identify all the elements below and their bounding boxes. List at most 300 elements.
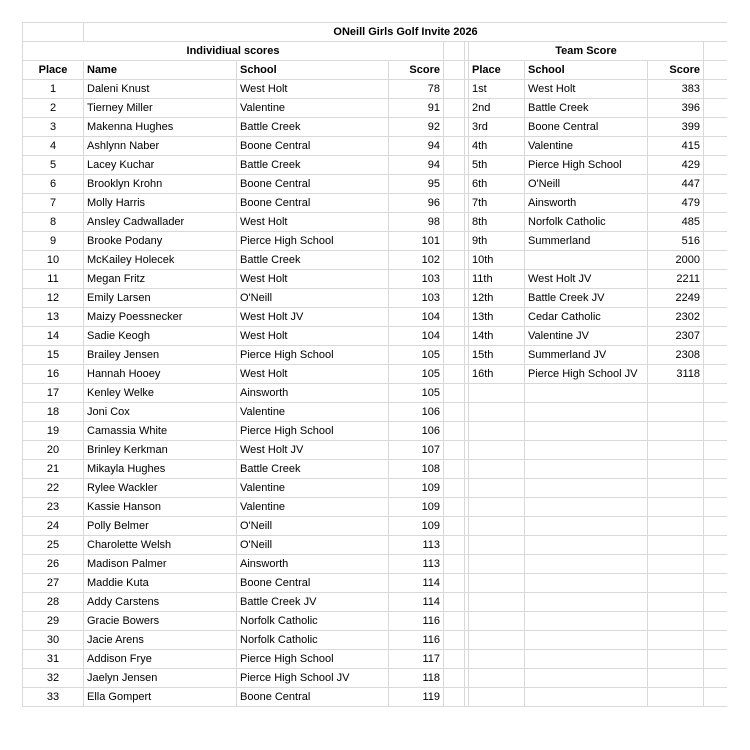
individual-school-cell: O'Neill bbox=[237, 536, 389, 555]
table-row bbox=[23, 612, 728, 631]
individual-name-cell: Jacie Arens bbox=[84, 631, 237, 650]
empty-cell bbox=[704, 175, 728, 194]
team-score-cell bbox=[648, 669, 704, 688]
individual-score-cell: 105 bbox=[389, 384, 444, 403]
table-row bbox=[23, 213, 728, 232]
individual-school-cell: Boone Central bbox=[237, 137, 389, 156]
team-school-cell: Valentine JV bbox=[525, 327, 648, 346]
individual-school-cell: Boone Central bbox=[237, 175, 389, 194]
team-school-cell: West Holt JV bbox=[525, 270, 648, 289]
team-score-cell: 415 bbox=[648, 137, 704, 156]
individual-place-cell: 31 bbox=[23, 650, 84, 669]
gap-cell bbox=[444, 517, 465, 536]
gap-cell bbox=[444, 384, 465, 403]
gap-cell bbox=[444, 631, 465, 650]
individual-school-cell: Pierce High School JV bbox=[237, 669, 389, 688]
gap-cell bbox=[444, 498, 465, 517]
individual-school-cell: Valentine bbox=[237, 99, 389, 118]
individual-place-cell: 8 bbox=[23, 213, 84, 232]
team-place-cell bbox=[469, 422, 525, 441]
team-school-cell: Pierce High School JV bbox=[525, 365, 648, 384]
team-score-cell: 2302 bbox=[648, 308, 704, 327]
individual-school-cell: Battle Creek bbox=[237, 156, 389, 175]
empty-cell bbox=[704, 99, 728, 118]
individual-place-cell: 21 bbox=[23, 460, 84, 479]
team-place-cell bbox=[469, 517, 525, 536]
team-place-cell bbox=[469, 650, 525, 669]
table-row bbox=[23, 270, 728, 289]
table-row bbox=[23, 118, 728, 137]
individual-name-cell: Tierney Miller bbox=[84, 99, 237, 118]
empty-cell bbox=[704, 460, 728, 479]
team-school-cell bbox=[525, 517, 648, 536]
individual-school-cell: West Holt bbox=[237, 270, 389, 289]
individual-place-cell: 22 bbox=[23, 479, 84, 498]
team-place-cell: 11th bbox=[469, 270, 525, 289]
empty-cell bbox=[704, 403, 728, 422]
individual-place-cell: 14 bbox=[23, 327, 84, 346]
individual-place-cell: 5 bbox=[23, 156, 84, 175]
individual-score-cell: 109 bbox=[389, 498, 444, 517]
team-score-cell: 3118 bbox=[648, 365, 704, 384]
gap-cell bbox=[444, 555, 465, 574]
team-score-cell bbox=[648, 631, 704, 650]
team-school-cell bbox=[525, 422, 648, 441]
gap-cell bbox=[444, 479, 465, 498]
team-school-cell bbox=[525, 688, 648, 707]
empty-cell bbox=[704, 118, 728, 137]
individual-name-cell: Molly Harris bbox=[84, 194, 237, 213]
individual-name-cell: Mikayla Hughes bbox=[84, 460, 237, 479]
gap-cell bbox=[444, 688, 465, 707]
team-school-cell bbox=[525, 593, 648, 612]
team-place-cell bbox=[469, 479, 525, 498]
team-school-cell bbox=[525, 498, 648, 517]
individual-header-school: School bbox=[237, 61, 389, 80]
team-school-cell bbox=[525, 536, 648, 555]
individual-place-cell: 16 bbox=[23, 365, 84, 384]
individual-name-cell: Brailey Jensen bbox=[84, 346, 237, 365]
table-row bbox=[23, 441, 728, 460]
team-score-cell bbox=[648, 688, 704, 707]
gap-cell bbox=[444, 327, 465, 346]
individual-score-cell: 119 bbox=[389, 688, 444, 707]
individual-place-cell: 15 bbox=[23, 346, 84, 365]
spreadsheet bbox=[22, 22, 727, 750]
individual-name-cell: Lacey Kuchar bbox=[84, 156, 237, 175]
individual-score-cell: 106 bbox=[389, 422, 444, 441]
team-school-cell bbox=[525, 650, 648, 669]
individual-place-cell: 11 bbox=[23, 270, 84, 289]
empty-cell bbox=[704, 156, 728, 175]
empty-cell bbox=[704, 61, 728, 80]
individual-school-cell: Boone Central bbox=[237, 194, 389, 213]
individual-school-cell: O'Neill bbox=[237, 517, 389, 536]
individual-name-cell: McKailey Holecek bbox=[84, 251, 237, 270]
team-place-cell bbox=[469, 688, 525, 707]
team-place-cell bbox=[469, 593, 525, 612]
individual-place-cell: 32 bbox=[23, 669, 84, 688]
individual-score-cell: 109 bbox=[389, 479, 444, 498]
team-header-place: Place bbox=[469, 61, 525, 80]
empty-cell bbox=[704, 346, 728, 365]
individual-name-cell: Addy Carstens bbox=[84, 593, 237, 612]
empty-cell bbox=[704, 650, 728, 669]
individual-score-cell: 92 bbox=[389, 118, 444, 137]
gap-cell bbox=[444, 251, 465, 270]
team-score-cell bbox=[648, 555, 704, 574]
team-score-cell: 399 bbox=[648, 118, 704, 137]
gap-cell bbox=[444, 175, 465, 194]
gap-cell bbox=[444, 346, 465, 365]
team-place-cell: 5th bbox=[469, 156, 525, 175]
page-title: ONeill Girls Golf Invite 2026 bbox=[84, 23, 728, 42]
individual-score-cell: 101 bbox=[389, 232, 444, 251]
team-school-cell: O'Neill bbox=[525, 175, 648, 194]
empty-cell bbox=[704, 137, 728, 156]
individual-place-cell: 30 bbox=[23, 631, 84, 650]
gap-cell bbox=[444, 61, 465, 80]
team-score-cell: 447 bbox=[648, 175, 704, 194]
individual-name-cell: Polly Belmer bbox=[84, 517, 237, 536]
individual-place-cell: 23 bbox=[23, 498, 84, 517]
individual-school-cell: Norfolk Catholic bbox=[237, 612, 389, 631]
individual-name-cell: Hannah Hooey bbox=[84, 365, 237, 384]
team-score-cell: 479 bbox=[648, 194, 704, 213]
team-place-cell: 10th bbox=[469, 251, 525, 270]
individual-place-cell: 17 bbox=[23, 384, 84, 403]
individual-score-cell: 113 bbox=[389, 555, 444, 574]
individual-school-cell: West Holt bbox=[237, 80, 389, 99]
empty-cell bbox=[704, 612, 728, 631]
table-row bbox=[23, 574, 728, 593]
individual-school-cell: West Holt bbox=[237, 365, 389, 384]
gap-cell bbox=[444, 80, 465, 99]
individual-name-cell: Camassia White bbox=[84, 422, 237, 441]
table-row bbox=[23, 631, 728, 650]
empty-cell bbox=[704, 536, 728, 555]
individual-name-cell: Ashlynn Naber bbox=[84, 137, 237, 156]
individual-school-cell: Pierce High School bbox=[237, 232, 389, 251]
team-place-cell: 1st bbox=[469, 80, 525, 99]
empty-cell bbox=[704, 42, 728, 61]
team-school-cell: Valentine bbox=[525, 137, 648, 156]
empty-cell bbox=[704, 251, 728, 270]
table-row bbox=[23, 137, 728, 156]
individual-school-cell: Valentine bbox=[237, 479, 389, 498]
team-place-cell bbox=[469, 555, 525, 574]
team-score-cell bbox=[648, 441, 704, 460]
individual-name-cell: Addison Frye bbox=[84, 650, 237, 669]
team-place-cell: 6th bbox=[469, 175, 525, 194]
individual-score-cell: 106 bbox=[389, 403, 444, 422]
individual-name-cell: Brooklyn Krohn bbox=[84, 175, 237, 194]
team-school-cell bbox=[525, 555, 648, 574]
individual-score-cell: 91 bbox=[389, 99, 444, 118]
individual-score-cell: 105 bbox=[389, 346, 444, 365]
individual-place-cell: 25 bbox=[23, 536, 84, 555]
table-row bbox=[23, 384, 728, 403]
team-school-cell: Cedar Catholic bbox=[525, 308, 648, 327]
individual-place-cell: 18 bbox=[23, 403, 84, 422]
team-place-cell bbox=[469, 498, 525, 517]
team-place-cell bbox=[469, 574, 525, 593]
gap-cell bbox=[444, 650, 465, 669]
team-score-cell bbox=[648, 498, 704, 517]
team-score-cell bbox=[648, 536, 704, 555]
individual-name-cell: Makenna Hughes bbox=[84, 118, 237, 137]
team-school-cell bbox=[525, 631, 648, 650]
individual-name-cell: Charolette Welsh bbox=[84, 536, 237, 555]
individual-place-cell: 10 bbox=[23, 251, 84, 270]
team-school-cell bbox=[525, 403, 648, 422]
individual-place-cell: 33 bbox=[23, 688, 84, 707]
individual-school-cell: Ainsworth bbox=[237, 384, 389, 403]
table-row bbox=[23, 327, 728, 346]
team-place-cell: 8th bbox=[469, 213, 525, 232]
empty-cell bbox=[704, 688, 728, 707]
individual-score-cell: 104 bbox=[389, 327, 444, 346]
individual-name-cell: Kenley Welke bbox=[84, 384, 237, 403]
team-header-school: School bbox=[525, 61, 648, 80]
team-place-cell: 16th bbox=[469, 365, 525, 384]
team-place-cell: 15th bbox=[469, 346, 525, 365]
team-place-cell bbox=[469, 631, 525, 650]
team-score-cell bbox=[648, 384, 704, 403]
gap-cell bbox=[444, 99, 465, 118]
individual-school-cell: O'Neill bbox=[237, 289, 389, 308]
empty-cell bbox=[704, 365, 728, 384]
score-grid bbox=[22, 22, 727, 707]
table-row bbox=[23, 175, 728, 194]
team-school-cell bbox=[525, 574, 648, 593]
team-score-cell bbox=[648, 403, 704, 422]
table-row bbox=[23, 498, 728, 517]
team-score-cell: 396 bbox=[648, 99, 704, 118]
empty-cell bbox=[704, 232, 728, 251]
team-school-cell: Pierce High School bbox=[525, 156, 648, 175]
team-school-cell bbox=[525, 612, 648, 631]
empty-cell bbox=[704, 555, 728, 574]
individual-school-cell: Pierce High School bbox=[237, 650, 389, 669]
empty-cell bbox=[704, 384, 728, 403]
individual-heading: Individiual scores bbox=[23, 42, 444, 61]
team-score-cell bbox=[648, 479, 704, 498]
individual-school-cell: Battle Creek bbox=[237, 460, 389, 479]
table-row bbox=[23, 517, 728, 536]
individual-name-cell: Rylee Wackler bbox=[84, 479, 237, 498]
table-row bbox=[23, 308, 728, 327]
table-row bbox=[23, 479, 728, 498]
gap-cell bbox=[444, 460, 465, 479]
corner-cell bbox=[23, 23, 84, 42]
team-score-cell: 516 bbox=[648, 232, 704, 251]
empty-cell bbox=[704, 498, 728, 517]
team-school-cell: Summerland JV bbox=[525, 346, 648, 365]
individual-school-cell: Valentine bbox=[237, 498, 389, 517]
empty-cell bbox=[704, 80, 728, 99]
table-row bbox=[23, 365, 728, 384]
individual-school-cell: Pierce High School bbox=[237, 422, 389, 441]
table-row bbox=[23, 650, 728, 669]
individual-header-name: Name bbox=[84, 61, 237, 80]
empty-cell bbox=[704, 422, 728, 441]
gap-cell bbox=[444, 213, 465, 232]
team-score-cell: 485 bbox=[648, 213, 704, 232]
individual-school-cell: Boone Central bbox=[237, 688, 389, 707]
individual-name-cell: Sadie Keogh bbox=[84, 327, 237, 346]
individual-name-cell: Joni Cox bbox=[84, 403, 237, 422]
team-place-cell: 14th bbox=[469, 327, 525, 346]
team-score-cell: 383 bbox=[648, 80, 704, 99]
individual-school-cell: West Holt JV bbox=[237, 308, 389, 327]
gap-cell bbox=[444, 669, 465, 688]
gap-cell bbox=[444, 118, 465, 137]
gap-cell bbox=[444, 536, 465, 555]
individual-name-cell: Madison Palmer bbox=[84, 555, 237, 574]
individual-name-cell: Maddie Kuta bbox=[84, 574, 237, 593]
empty-cell bbox=[704, 669, 728, 688]
team-place-cell: 12th bbox=[469, 289, 525, 308]
table-row bbox=[23, 422, 728, 441]
gap-cell bbox=[444, 365, 465, 384]
individual-score-cell: 114 bbox=[389, 574, 444, 593]
individual-name-cell: Megan Fritz bbox=[84, 270, 237, 289]
individual-school-cell: Norfolk Catholic bbox=[237, 631, 389, 650]
team-score-cell bbox=[648, 422, 704, 441]
gap-cell bbox=[444, 441, 465, 460]
individual-name-cell: Ansley Cadwallader bbox=[84, 213, 237, 232]
team-place-cell: 7th bbox=[469, 194, 525, 213]
individual-score-cell: 109 bbox=[389, 517, 444, 536]
gap-cell bbox=[444, 593, 465, 612]
team-school-cell bbox=[525, 460, 648, 479]
team-score-cell: 429 bbox=[648, 156, 704, 175]
team-score-cell bbox=[648, 593, 704, 612]
individual-place-cell: 28 bbox=[23, 593, 84, 612]
gap-cell bbox=[444, 194, 465, 213]
table-row bbox=[23, 460, 728, 479]
gap-cell bbox=[444, 270, 465, 289]
team-school-cell: Ainsworth bbox=[525, 194, 648, 213]
empty-cell bbox=[704, 441, 728, 460]
empty-cell bbox=[704, 479, 728, 498]
team-header-score: Score bbox=[648, 61, 704, 80]
individual-score-cell: 95 bbox=[389, 175, 444, 194]
team-school-cell: Summerland bbox=[525, 232, 648, 251]
empty-cell bbox=[704, 574, 728, 593]
table-row bbox=[23, 669, 728, 688]
individual-score-cell: 102 bbox=[389, 251, 444, 270]
team-place-cell: 9th bbox=[469, 232, 525, 251]
individual-place-cell: 12 bbox=[23, 289, 84, 308]
team-place-cell: 2nd bbox=[469, 99, 525, 118]
empty-cell bbox=[704, 213, 728, 232]
table-row bbox=[23, 251, 728, 270]
individual-school-cell: Boone Central bbox=[237, 574, 389, 593]
empty-cell bbox=[704, 308, 728, 327]
team-score-cell: 2211 bbox=[648, 270, 704, 289]
gap-cell bbox=[444, 403, 465, 422]
table-row bbox=[23, 99, 728, 118]
table-row bbox=[23, 688, 728, 707]
individual-score-cell: 96 bbox=[389, 194, 444, 213]
table-row bbox=[23, 156, 728, 175]
individual-name-cell: Brooke Podany bbox=[84, 232, 237, 251]
individual-name-cell: Ella Gompert bbox=[84, 688, 237, 707]
team-place-cell: 3rd bbox=[469, 118, 525, 137]
table-row bbox=[23, 555, 728, 574]
individual-place-cell: 6 bbox=[23, 175, 84, 194]
team-place-cell bbox=[469, 441, 525, 460]
team-score-cell bbox=[648, 460, 704, 479]
individual-header-score: Score bbox=[389, 61, 444, 80]
table-row bbox=[23, 593, 728, 612]
empty-cell bbox=[704, 517, 728, 536]
individual-score-cell: 108 bbox=[389, 460, 444, 479]
individual-score-cell: 116 bbox=[389, 612, 444, 631]
individual-name-cell: Brinley Kerkman bbox=[84, 441, 237, 460]
individual-place-cell: 19 bbox=[23, 422, 84, 441]
team-school-cell: Boone Central bbox=[525, 118, 648, 137]
team-school-cell: West Holt bbox=[525, 80, 648, 99]
team-school-cell bbox=[525, 251, 648, 270]
team-school-cell bbox=[525, 479, 648, 498]
individual-place-cell: 26 bbox=[23, 555, 84, 574]
team-score-cell: 2000 bbox=[648, 251, 704, 270]
individual-score-cell: 78 bbox=[389, 80, 444, 99]
table-row bbox=[23, 289, 728, 308]
individual-school-cell: West Holt bbox=[237, 213, 389, 232]
individual-score-cell: 107 bbox=[389, 441, 444, 460]
table-row bbox=[23, 536, 728, 555]
gap-cell bbox=[444, 42, 465, 61]
gap-cell bbox=[444, 612, 465, 631]
team-place-cell: 13th bbox=[469, 308, 525, 327]
individual-place-cell: 9 bbox=[23, 232, 84, 251]
individual-name-cell: Gracie Bowers bbox=[84, 612, 237, 631]
individual-school-cell: Ainsworth bbox=[237, 555, 389, 574]
individual-school-cell: Pierce High School bbox=[237, 346, 389, 365]
gap-cell bbox=[444, 574, 465, 593]
team-heading: Team Score bbox=[469, 42, 704, 61]
empty-cell bbox=[704, 327, 728, 346]
team-school-cell: Battle Creek JV bbox=[525, 289, 648, 308]
individual-place-cell: 20 bbox=[23, 441, 84, 460]
individual-score-cell: 113 bbox=[389, 536, 444, 555]
individual-name-cell: Maizy Poessnecker bbox=[84, 308, 237, 327]
team-school-cell bbox=[525, 441, 648, 460]
individual-place-cell: 3 bbox=[23, 118, 84, 137]
individual-school-cell: Battle Creek bbox=[237, 251, 389, 270]
individual-header-place: Place bbox=[23, 61, 84, 80]
individual-score-cell: 117 bbox=[389, 650, 444, 669]
individual-score-cell: 118 bbox=[389, 669, 444, 688]
team-school-cell: Battle Creek bbox=[525, 99, 648, 118]
individual-score-cell: 116 bbox=[389, 631, 444, 650]
gap-cell bbox=[444, 422, 465, 441]
individual-score-cell: 94 bbox=[389, 156, 444, 175]
team-score-cell bbox=[648, 650, 704, 669]
empty-cell bbox=[704, 270, 728, 289]
team-place-cell bbox=[469, 460, 525, 479]
empty-cell bbox=[704, 631, 728, 650]
gap-cell bbox=[444, 232, 465, 251]
individual-name-cell: Emily Larsen bbox=[84, 289, 237, 308]
individual-score-cell: 94 bbox=[389, 137, 444, 156]
table-row bbox=[23, 80, 728, 99]
gap-cell bbox=[444, 289, 465, 308]
